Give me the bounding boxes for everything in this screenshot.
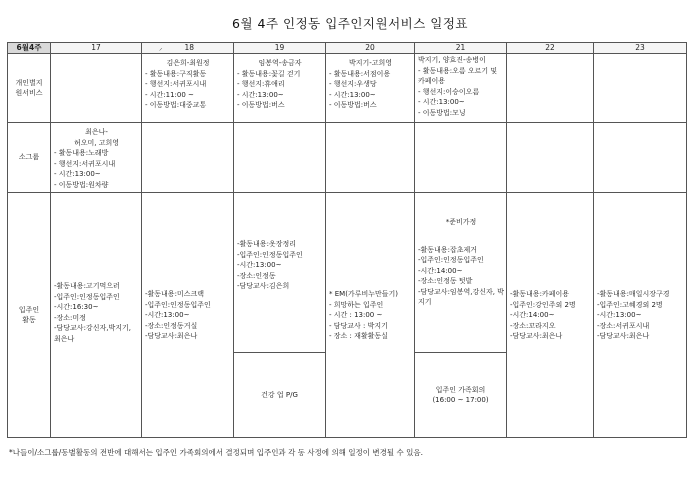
cell-resident-21-bottom [415,353,507,438]
cell-individual-17 [51,54,142,123]
row-label-line: 원서비스 [15,89,43,97]
cell-line: - 활동내용:노래방 [54,149,109,157]
cell-line: -입주인:인정동입주인 [418,256,484,264]
cell-line: -담당교사:최은나 [145,332,198,340]
cell-line: -활동내용:잡초제거 [418,245,477,254]
cell-line: 허오미, 고희영 [73,138,120,147]
row-label-small-group: 소그룹 [8,123,51,193]
cell-small-group-22 [507,123,594,193]
cell-resident-18 [142,193,234,438]
cell-line: -시간:13:00~ [145,311,190,319]
cell-line: -담당교사:강신자,박지기, 최은나 [54,324,131,343]
cell-resident-19 [234,193,326,353]
cell-line: -시간:14:00~ [418,266,463,275]
cell-resident-17 [51,193,142,438]
cell-line: - 이동방법:원차량 [54,180,109,189]
cell-line: 박지기-고희영 [348,59,393,67]
header-corner: 6월4주 [8,43,51,54]
cell-line: -입주인:고혜경외 2명 [597,300,663,309]
cell-line: -담당교사:임봉역,강신자, 박지기 [418,287,504,306]
cell-small-group-19 [234,123,326,193]
cell-line: - 활동내용:오름 오르기 및 카페이용 [418,66,498,85]
cell-line: -입주인:인정동입주인 [54,292,120,301]
cell-line: -담당교사:최은나 [510,332,563,340]
cell-line: * EM(가루비누만들기) [329,290,398,298]
header-day-23: 23 [594,43,687,54]
cell-line: - 이동방법:대중교통 [145,101,207,109]
footnote: *나들이/소그룹/동별활동의 전반에 대해서는 입주인 가족회의에서 결정되며 입주인과 각 동 사정에 의해 일정이 변경될 수 있음. [9,448,424,457]
cell-line: -시간:13:00~ [237,261,282,269]
cell-line: - 이동방법:모닝 [418,108,466,117]
cell-line: - 시간 : 13:00 ~ [329,311,383,319]
header-row [8,43,687,54]
cell-resident-19-bottom [234,353,326,438]
cell-line: -담당교사:김은희 [237,282,290,290]
cell-line: - 이동방법:버스 [329,101,377,109]
cell-line: - 활동내용:서점이용 [329,69,391,78]
row-resident-activity [8,193,687,353]
row-label-line: 활동 [22,316,36,324]
cell-line: - 활동내용:구직활동 [145,69,207,78]
cell-resident-22 [507,193,594,438]
cell-individual-18 [142,54,234,123]
cell-individual-19 [234,54,326,123]
row-individual-service [8,54,687,123]
cell-resident-20 [326,193,415,438]
cell-line: -장소:인정동 텃밭 [418,277,473,285]
cell-line: 박지기, 양효진-송병이 [418,56,486,64]
cell-line: - 담당교사 : 박지기 [329,321,388,330]
cell-line: -입주인:강인주외 2명 [510,300,576,309]
header-day-17: 17 [51,43,142,54]
cell-line: -활동내용:미스크랙 [145,290,204,298]
cell-line: -장소:꼬라지오 [510,321,556,330]
row-label-line: 개인별지 [15,78,43,87]
cell-line: 임봉역-송금자 [258,59,302,67]
cell-line: -담당교사:최은나 [597,332,650,340]
cell-line: - 희망하는 입주인 [329,300,384,309]
cell-line: - 행선지:이승이오름 [418,87,480,96]
cell-line: (16:00 ~ 17:00) [432,396,489,404]
cell-line: 김은희-최원정 [166,59,210,67]
cell-line: -활동내용:고기먹으러 [54,282,120,290]
tick-mark: ⸝ [158,44,163,52]
cell-small-group-21 [415,123,507,193]
cell-individual-21 [415,54,507,123]
row-label-line: 입주인 [18,305,40,314]
header-day-22: 22 [507,43,594,54]
cell-line: -장소:인정동 [237,271,276,280]
cell-line: -활동내용:옷장정리 [237,240,296,248]
cell-small-group-18 [142,123,234,193]
header-day-18: ⸝ 18 [142,43,234,54]
cell-line: -활동내용:매일시장구경 [597,290,670,298]
cell-small-group-20 [326,123,415,193]
cell-line: -장소:인정동거실 [145,321,198,330]
schedule-table [7,42,687,438]
header-day-20: 20 [326,43,415,54]
cell-line: -장소:미정 [54,313,86,322]
cell-individual-23 [594,54,687,123]
cell-line: -시간:13:00~ [597,311,642,319]
cell-line: - 시간:13:00~ [54,170,101,178]
cell-resident-21 [415,193,507,353]
cell-line: *준비가정 [445,218,477,226]
cell-line: -시간:16:30~ [54,303,99,311]
row-label-resident [8,193,51,438]
page-title: 6월 4주 인정동 입주인지원서비스 일정표 [232,16,468,31]
cell-line: - 시간:13:00~ [237,90,284,99]
cell-line: -시간:14:00~ [510,311,555,319]
cell-line: - 행선지:서귀포시내 [54,159,116,168]
cell-line: -장소:서귀포시내 [597,321,650,330]
cell-line: - 행선지:휴애리 [237,80,285,88]
cell-line: -입주인:인정동입주인 [237,250,303,259]
cell-line: 최은나- [85,128,108,136]
cell-small-group-17 [51,123,142,193]
cell-line: - 행선지:서귀포시내 [145,80,207,88]
cell-line: - 행선지:우생당 [329,80,377,88]
cell-line: - 시간:13:00~ [418,98,465,106]
cell-line: -활동내용:카페이용 [510,290,569,298]
cell-individual-20 [326,54,415,123]
cell-line: - 이동방법:버스 [237,101,285,109]
cell-small-group-23 [594,123,687,193]
cell-line: 건강 업 P/G [261,390,298,399]
row-small-group [8,123,687,193]
cell-line: - 장소 : 재활활동실 [329,332,388,340]
cell-line: -입주인:인정동입주인 [145,300,211,309]
cell-resident-23 [594,193,687,438]
cell-line: - 활동내용:꽃길 걷기 [237,69,301,78]
cell-line: 입주인 가족회의 [435,385,486,394]
header-day-19: 19 [234,43,326,54]
cell-individual-22 [507,54,594,123]
header-day-21: 21 [415,43,507,54]
cell-line: - 시간:11:00 ~ [145,90,194,99]
cell-line: - 시간:13:00~ [329,90,376,99]
row-label-individual [8,54,51,123]
